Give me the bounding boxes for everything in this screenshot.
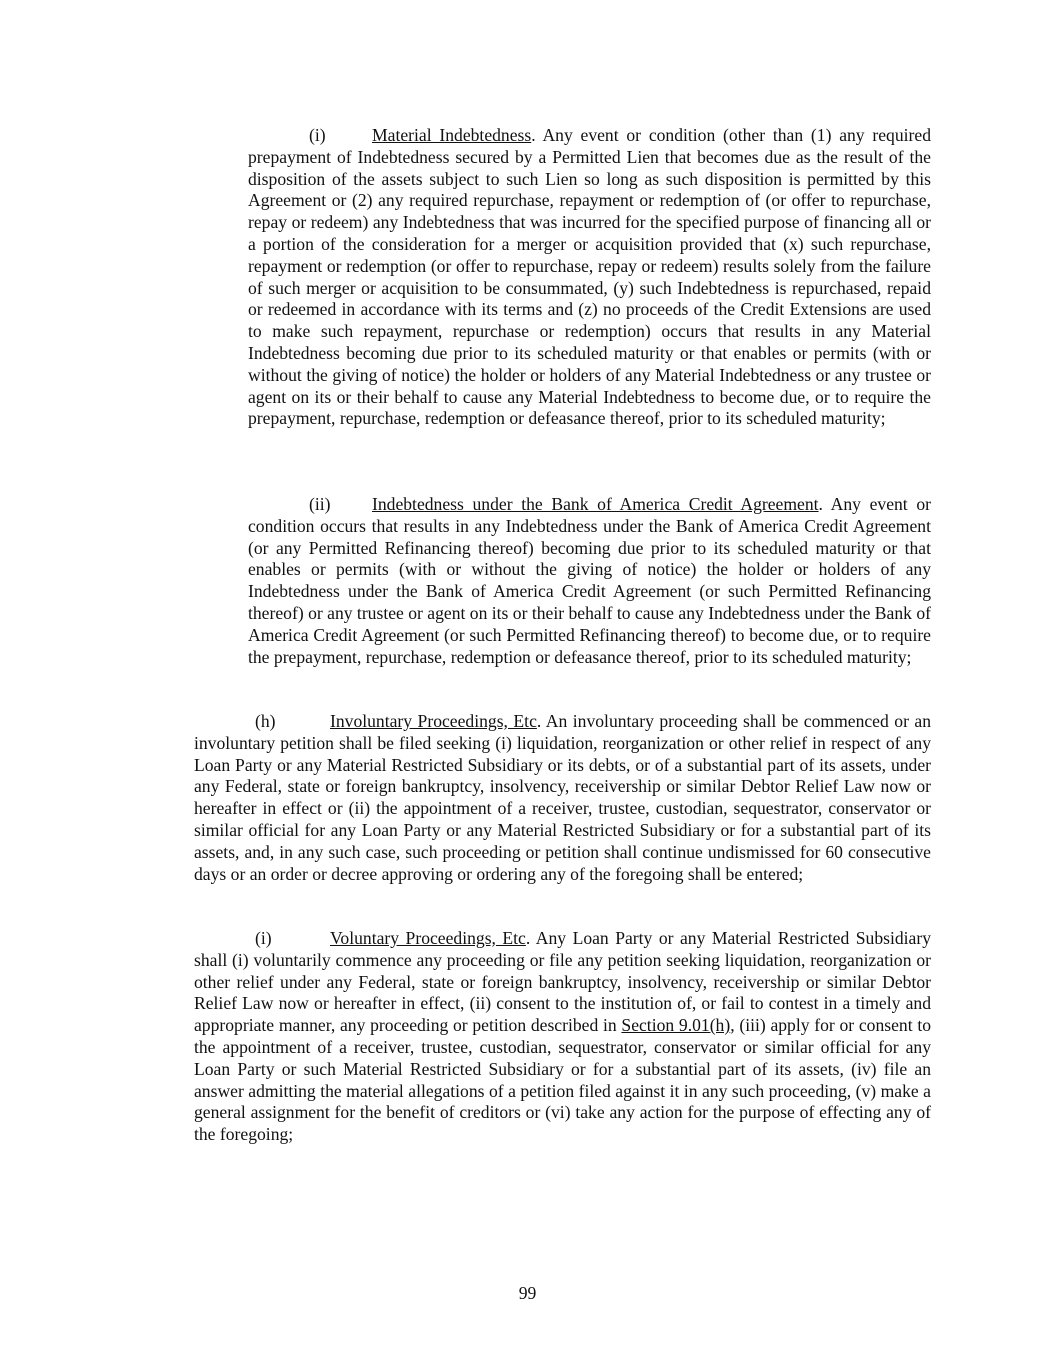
page-number: 99	[518, 1283, 537, 1303]
clause-heading: Indebtedness under the Bank of America Credit Agreement	[372, 494, 819, 514]
clause-text: , (iii) apply for or consent to the appointment of a receiver, trustee, custodian, sequestrator, conservator or similar official for any Loan Party or such Material Restricted Subsidiary or for a substantial part of its assets, (iv) file an answer admitting the material allegations of a petition filed against it in any such proceeding, (v) make a general assignment for the benefit of creditors or (vi) take any action for the purpose of effecting any of the foregoing;	[194, 1015, 932, 1145]
clause-heading: Voluntary Proceedings, Etc	[330, 928, 526, 948]
clause-text: . Any event or condition (other than (1) any required prepayment of Indebtedness secured by a Permitted Lien that becomes due as the result of the disposition of the assets subject to such Lien so long as such disposition is permitted by this Agreement or (2) any required repurchase, repayment or redemption of (or offer to repurchase, repay or redeem) any Indebtedness that was incurred for the specified purpose of financing all or a portion of the consideration for a merger or acquisition provided that (x) such repurchase, repayment or redemption (or offer to repurchase, repay or redeem) results solely from the failure of such merger or acquisition to be consummated, (y) such Indebtedness is repurchased, repaid or redeemed in accordance with its terms and (z) no proceeds of the Credit Extensions are used to make such repayment, repurchase or redemption) occurs that results in any Material Indebtedness becoming due prior to its scheduled maturity or that enables or permits (with or without the giving of notice) the holder or holders of any Material Indebtedness or any trustee or agent on its or their behalf to cause any Material Indebtedness to become due, or to require the prepayment, repurchase, redemption or defeasance thereof, prior to its scheduled maturity;	[248, 125, 931, 429]
section-reference: Section 9.01(h)	[621, 1015, 731, 1036]
paragraph-bank-of-america-indebtedness	[248, 494, 931, 668]
paragraph-material-indebtedness	[248, 125, 931, 430]
clause-marker: (h)	[255, 711, 276, 731]
clause-marker: (i)	[309, 125, 326, 145]
clause-marker: (ii)	[309, 494, 331, 514]
paragraph-voluntary-proceedings	[194, 928, 931, 1146]
clause-heading: Involuntary Proceedings, Etc	[330, 711, 537, 731]
clause-marker: (i)	[255, 928, 272, 948]
clause-text: . Any Loan Party or any Material Restricted Subsidiary shall (i) voluntarily commence any proceeding or file any petition seeking liquidation, reorganization or other relief under any Federal, state or foreign bankruptcy, insolvency, receivership or similar Debtor Relief Law now or hereafter in effect, (ii) consent to the institution of, or fail to contest in a timely and appropriate manner, any proceeding or petition described in	[194, 928, 931, 1036]
clause-heading: Material Indebtedness	[372, 125, 532, 145]
clause-text: . An involuntary proceeding shall be commenced or an involuntary petition shall be filed seeking (i) liquidation, reorganization or other relief in respect of any Loan Party or any Material Restricted Subsidiary or its debts, or of a substantial part of its assets, under any Federal, state or foreign bankruptcy, insolvency, receivership or similar Debtor Relief Law now or hereafter in effect or (ii) the appointment of a receiver, trustee, custodian, sequestrator, conservator or similar official for any Loan Party or any Material Restricted Subsidiary or for a substantial part of its assets, and, in any such case, such proceeding or petition shall continue undismissed for 60 consecutive days or an order or decree approving or ordering any of the foregoing shall be entered;	[194, 711, 932, 884]
clause-text: . Any event or condition occurs that results in any Indebtedness under the Bank of America Credit Agreement (or any Permitted Refinancing thereof) becoming due prior to its scheduled maturity or that enables or permits (with or without the giving of notice) the holder or holders of any Indebtedness under the Bank of America Credit Agreement (or such Permitted Refinancing thereof) or any trustee or agent on its or their behalf to cause any Indebtedness under the Bank of America Credit Agreement (or such Permitted Refinancing thereof) to become due, or to require the prepayment, repurchase, redemption or defeasance thereof, prior to its scheduled maturity;	[248, 494, 931, 667]
paragraph-involuntary-proceedings	[194, 711, 931, 885]
